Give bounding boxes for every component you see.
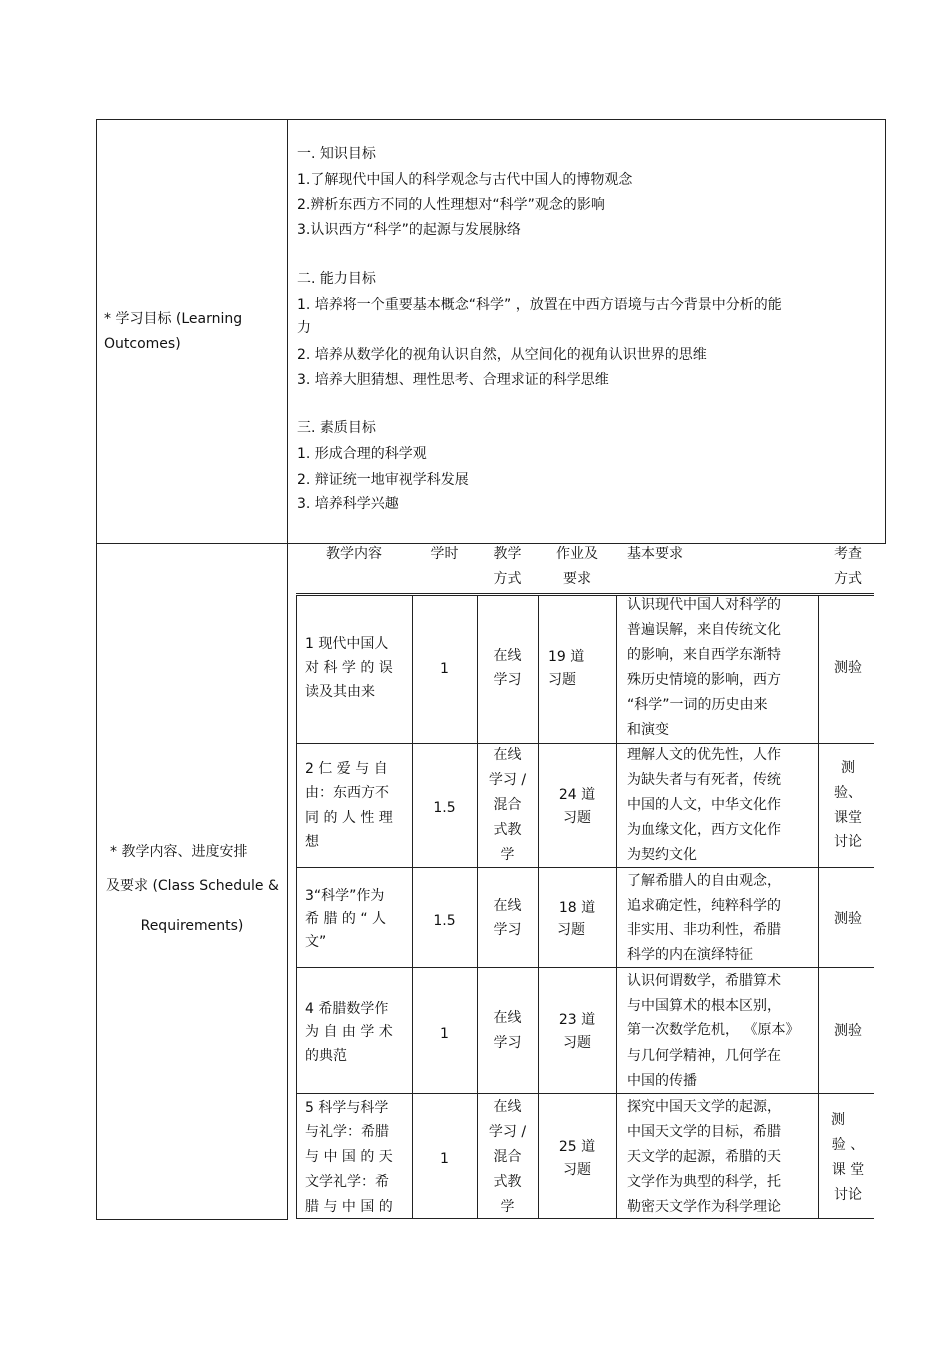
inner-table-header-bottom [296,595,874,596]
row-method-line: 学 [500,1199,515,1215]
row-homework-line: 习题 [563,1035,591,1051]
row-content-line: 1 现代中国人 [305,636,389,652]
row-assessment-line: 讨论 [834,1187,862,1203]
row-requirement-line: 中国的传播 [627,1073,697,1089]
row-content-line: 4 希腊数学作 [305,1001,389,1017]
row-method-line: 在线 [493,648,522,664]
row-requirement-line: 和演变 [627,722,669,738]
header-content: 教学内容 [326,546,382,562]
row-content-line: 的典范 [305,1048,347,1064]
row-content-line: 2 仁 爱 与 自 [305,761,388,777]
quality-goal-item: 2. 辩证统一地审视学科发展 [297,472,469,488]
ability-goals-title: 二. 能力目标 [297,271,376,287]
row-method-line: 学习 / [488,1124,527,1140]
header-requirements: 基本要求 [627,546,683,562]
row-requirement-line: 文学作为典型的科学，托 [627,1174,781,1190]
row-hours: 1 [440,1151,449,1167]
header-hours: 学时 [430,546,459,562]
outer-bottom-border [96,1219,288,1220]
row-requirement-line: 追求确定性，纯粹科学的 [627,898,781,914]
row-homework-line: 25 道 [558,1139,596,1155]
row-content-line: 文学礼学：希 [305,1174,389,1190]
row-hours: 1 [440,1026,449,1042]
row-requirement-line: 天文学的起源，希腊的天 [627,1149,781,1165]
row-assessment-line: 课堂 [834,810,862,826]
row-requirement-line: 认识何谓数学，希腊算术 [627,973,781,989]
inner-table-row-divider [296,743,874,744]
row-content-line: 同 的 人 性 理 [305,810,393,826]
row-requirement-line: 普遍误解，来自传统文化 [627,622,781,638]
header-method-line2: 方式 [493,571,522,587]
row-method-line: 式教 [493,1174,522,1190]
outcomes-label-line1: * 学习目标 (Learning [104,311,243,327]
row-method-line: 式教 [493,822,522,838]
row-method-line: 在线 [493,747,522,763]
header-homework-line1: 作业及 [556,546,598,562]
knowledge-goal-item: 1.了解现代中国人的科学观念与古代中国人的博物观念 [297,172,633,188]
inner-table-row-divider [296,867,874,868]
row-requirement-line: 探究中国天文学的起源， [627,1099,781,1115]
row-method-line: 混合 [493,1149,522,1165]
row-requirement-line: 第一次数学危机， 《原本》 [627,1022,800,1038]
row-method-line: 学习 [493,672,522,688]
row-requirement-line: 为契约文化 [627,847,697,863]
row-content-line: 读及其由来 [305,684,375,700]
outer-top-border [96,119,886,120]
row-hours: 1 [440,661,449,677]
header-homework-line2: 要求 [563,571,591,587]
row-assessment-line: 验 、 [831,1137,865,1153]
row-content-line: 由：东西方不 [305,785,389,801]
knowledge-goal-item: 3.认识西方“科学”的起源与发展脉络 [297,222,521,238]
row-content-line: 与礼学：希腊 [305,1124,389,1140]
row-requirement-line: 了解希腊人的自由观念， [627,873,781,889]
row-homework-line: 18 道 [558,900,596,916]
schedule-label-line2: 及要求 (Class Schedule & [106,878,279,894]
row-requirement-line: 的影响，来自西学东渐特 [627,647,781,663]
row-requirement-line: 为缺失者与有死者，传统 [627,772,781,788]
row-content-line: 3“科学”作为 [305,888,385,904]
row-homework-line: 习题 [563,1162,591,1178]
row-content-line: 为 自 由 学 术 [305,1024,393,1040]
row-requirement-line: 科学的内在演绎特征 [627,947,753,963]
inner-table-col-divider [616,595,617,1218]
row-homework-line: 习题 [548,672,576,688]
row-assessment-line: 测 [841,760,855,776]
row-content-line: 5 科学与科学 [305,1100,389,1116]
row-content-line: 希 腊 的 “ 人 [305,911,387,927]
schedule-label-line1: * 教学内容、进度安排 [110,844,248,860]
row-requirement-line: 与中国算术的根本区别， [627,998,781,1014]
quality-goal-item: 3. 培养科学兴趣 [297,496,399,512]
schedule-label-line3: Requirements) [140,918,244,934]
knowledge-goals-title: 一. 知识目标 [297,146,376,162]
quality-goals-title: 三. 素质目标 [297,420,376,436]
row-hours: 1.5 [433,913,456,929]
row-requirement-line: 殊历史情境的影响，西方 [627,672,781,688]
row-requirement-line: 认识现代中国人对科学的 [627,597,781,613]
row-requirement-line: “科学”一词的历史由来 [627,697,768,713]
row-requirement-line: 勒密天文学作为科学理论 [627,1199,781,1215]
row-homework-line: 习题 [563,810,591,826]
inner-table-top [296,593,874,594]
header-method-line1: 教学 [493,546,522,562]
inner-table-col-divider [412,595,413,1218]
outer-right-border [885,119,886,544]
inner-table-left [296,595,297,1218]
row-homework-line: 习题 [557,922,585,938]
row-homework-line: 23 道 [558,1012,596,1028]
ability-goal-item: 1. 培养将一个重要基本概念“科学” ，放置在中西方语境与古今背景中分析的能 [297,297,782,313]
row-method-line: 混合 [493,797,522,813]
row-content-line: 文” [305,934,327,950]
header-assessment-line2: 方式 [834,571,862,587]
row-requirement-line: 中国的人文，中华文化作 [627,797,781,813]
row-method-line: 在线 [493,898,522,914]
row-assessment-line: 验、 [834,785,862,801]
row-hours: 1.5 [433,800,456,816]
row-assessment-line: 测 [831,1112,845,1128]
row-content-line: 腊 与 中 国 的 [305,1199,393,1215]
ability-goal-item: 3. 培养大胆猜想、理性思考、合理求证的科学思维 [297,372,609,388]
outcomes-label-line2: Outcomes) [104,336,181,352]
row-method-line: 学习 / [488,772,527,788]
outer-column-divider [287,119,288,1220]
row-content-line: 与 中 国 的 天 [305,1149,393,1165]
row-homework-line: 24 道 [558,787,596,803]
row-requirement-line: 中国天文学的目标，希腊 [627,1124,781,1140]
ability-goal-item: 2. 培养从数学化的视角认识自然，从空间化的视角认识世界的思维 [297,347,707,363]
inner-table-row-divider [296,967,874,968]
row-assessment-line: 测验 [834,911,862,927]
knowledge-goal-item: 2.辨析东西方不同的人性理想对“科学”观念的影响 [297,197,605,213]
row-method-line: 学习 [493,922,522,938]
row-assessment-line: 测验 [834,660,862,676]
quality-goal-item: 1. 形成合理的科学观 [297,446,427,462]
row-method-line: 学习 [493,1035,522,1051]
row-method-line: 在线 [493,1099,522,1115]
row-requirement-line: 与几何学精神，几何学在 [627,1048,781,1064]
row-content-line: 对 科 学 的 误 [305,660,393,676]
row-requirement-line: 理解人文的优先性，人作 [627,747,781,763]
row-assessment-line: 测验 [834,1023,862,1039]
ability-goal-item-continued: 力 [297,320,311,336]
row-requirement-line: 为血缘文化，西方文化作 [627,822,781,838]
row-assessment-line: 讨论 [834,834,862,850]
row-requirement-line: 非实用、非功利性，希腊 [627,922,781,938]
row-homework-line: 19 道 [548,649,585,665]
inner-table-row-divider [296,1093,874,1094]
row-method-line: 在线 [493,1010,522,1026]
row-method-line: 学 [500,847,515,863]
row-assessment-line: 课 堂 [831,1162,865,1178]
header-assessment-line1: 考查 [834,546,862,562]
outer-left-border [96,119,97,1220]
row-content-line: 想 [305,834,319,850]
